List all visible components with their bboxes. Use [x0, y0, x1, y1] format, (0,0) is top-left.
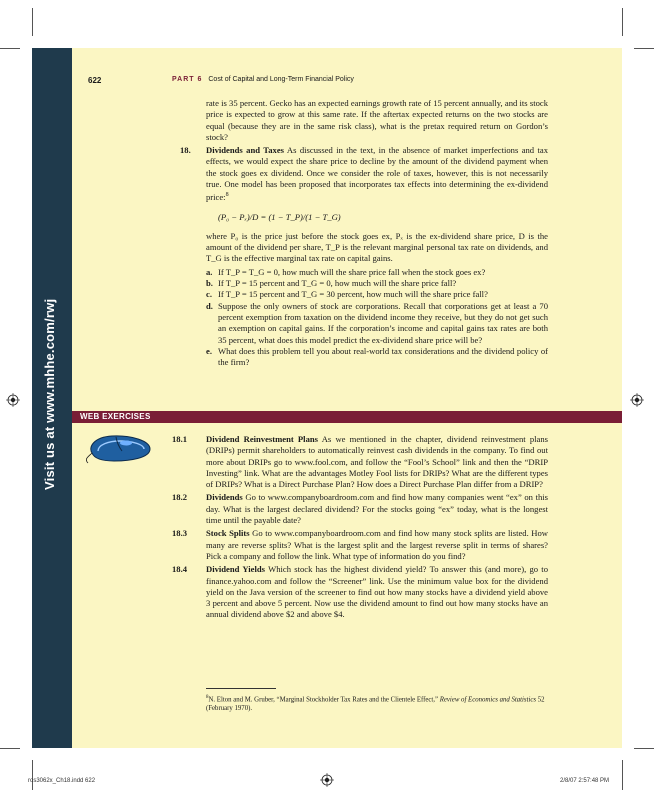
part-label: a.	[206, 266, 213, 277]
part-label: d.	[206, 300, 213, 311]
problem-title: Dividends and Taxes	[206, 145, 284, 156]
exercise-text: Which stock has the highest dividend yield? To answer this (and more), go to finance.yahoo.com and follow the “Screener” link. Use the minimum value box for the dividend yield on the Java version of the screener to find out how many stocks have a dividend yield above 3 percent and above 5 percent. Now use the dividend amount to find out how many stocks have an annual dividend above $2 and above $4.	[206, 564, 548, 620]
crop-mark	[634, 748, 654, 749]
exercise-title: Stock Splits	[206, 528, 250, 539]
footnote-mark: 8	[206, 695, 209, 700]
problem-part	[206, 267, 548, 278]
web-exercise-item	[172, 492, 548, 526]
exercise-text: As we mentioned in the chapter, dividend reinvestment plans (DRIPs) permit shareholders to automatically reinvest cash dividends in the company. To find out more about DRIPs go to www.fool.com, and follow the “Fool’s School” link and then the “DRIP Investing” link. What are the advantages Motley Fool lists for DRIPs? What are the different types of DRIPs? What is a Direct Purchase Plan? How does a Direct Purchase Plan differ from a DRIP?	[206, 434, 548, 490]
web-exercise-item	[172, 528, 548, 562]
sidebar-url-text: Visit us at www.mhhe.com/rwj	[42, 298, 57, 490]
web-exercises-band	[72, 411, 622, 423]
part-label: PART 6	[172, 76, 203, 83]
crop-mark	[32, 8, 33, 36]
footnote-text: N. Elton and M. Gruber, “Marginal Stockholder Tax Rates and the Clientele Effect,”	[208, 696, 439, 704]
footnote-journal: Review of Economics and Statistics	[439, 696, 537, 704]
part-title: Cost of Capital and Long-Term Financial Policy	[208, 76, 354, 83]
crop-mark	[32, 760, 33, 790]
registration-mark-icon	[320, 773, 334, 787]
problem-intro: As discussed in the text, in the absence of market imperfections and tax effects, we would expect the share price to decline by the amount of the dividend payment when the stock goes ex dividend. Once we consider the role of taxes, however, this is not necessarily true. One model has been proposed that incorporates tax effects into determining the ex-dividend price:	[206, 145, 549, 203]
exercise-number: 18.2	[172, 492, 188, 503]
problem-number: 18.	[180, 145, 191, 156]
exercise-text: Go to www.companyboardroom.com and find how many stock splits are listed. How many are reverse splits? What is the largest split and the largest reverse split in terms of shares? Pick a company and follow the link. What type of information do you find?	[206, 528, 548, 561]
slug-timestamp: 2/8/07 2:57:48 PM	[560, 778, 610, 784]
problem-part	[206, 278, 548, 289]
crop-mark	[634, 48, 654, 49]
page-number: 622	[88, 76, 102, 85]
ex-dividend-equation: (P₀ − Pₓ)/D = (1 − T_P)/(1 − T_G)	[218, 211, 341, 222]
exercise-number: 18.1	[172, 434, 188, 444]
slug-filename: ros3062x_Ch18.indd 622	[28, 778, 96, 784]
problem-18	[180, 145, 549, 368]
crop-mark	[622, 760, 623, 790]
registration-mark-icon	[630, 393, 644, 407]
footnote-rule	[206, 688, 276, 689]
web-exercises-heading: WEB EXERCISES	[80, 412, 151, 421]
problem-parts	[206, 267, 548, 369]
crop-mark	[0, 748, 20, 749]
exercise-title: Dividends	[206, 492, 243, 503]
part-text: If T_P = 15 percent and T_G = 0, how much will the share price fall?	[218, 278, 457, 289]
part-text: If T_P = T_G = 0, how much will the share price fall when the stock goes ex?	[218, 266, 486, 277]
footnote-reference: 8	[225, 192, 229, 199]
exercise-text: Go to www.companyboardroom.com and find how many companies went “ex” on this day. What is the largest declared dividend? For the stocks going “ex” today, what is the longest time until the payable date?	[206, 492, 548, 526]
registration-mark-icon	[6, 393, 20, 407]
web-exercise-item	[172, 434, 548, 490]
problem-part	[206, 289, 548, 300]
continuation-paragraph: rate is 35 percent. Gecko has an expected earnings growth rate of 15 percent annually, and its stock price is expected to grow at this same rate. If the aftertax expected returns on the two stocks are equal (because they are in the same risk class), what is the pretax required return on Gordon’s stock?	[206, 98, 548, 142]
part-text: Suppose the only owners of stock are corporations. Recall that corporations get at least a 70 percent exemption from taxation on the dividend income they receive, but they do not get such an exemption on capital gains. If the corporation’s income and capital gains tax rates are both 35 percent, what does this model predict the ex-dividend share price will be?	[218, 300, 548, 345]
running-head	[172, 76, 354, 83]
crop-mark	[622, 8, 623, 36]
problems-body	[180, 98, 549, 368]
web-exercises-list	[172, 434, 548, 623]
part-label: c.	[206, 289, 212, 300]
crop-mark	[0, 48, 20, 49]
exercise-title: Dividend Reinvestment Plans	[206, 434, 318, 444]
exercise-number: 18.4	[172, 564, 188, 575]
equation-definitions: where P₀ is the price just before the stock goes ex, Pₓ is the ex-dividend share price, D is the amount of the dividend per share, T_P is the relevant marginal personal tax rate on dividends, and T_G is the effective marginal tax rate on capital gains.	[206, 230, 548, 264]
footnote	[206, 690, 548, 713]
computer-mouse-icon	[86, 431, 156, 465]
exercise-title: Dividend Yields	[206, 564, 265, 575]
part-label: e.	[206, 345, 212, 356]
part-text: What does this problem tell you about real-world tax considerations and the dividend policy of the firm?	[218, 345, 548, 368]
part-label: b.	[206, 278, 213, 289]
part-text: If T_P = 15 percent and T_G = 30 percent, how much will the share price fall?	[218, 289, 488, 300]
problem-part	[206, 301, 548, 346]
exercise-number: 18.3	[172, 528, 188, 539]
web-exercise-item	[172, 564, 548, 620]
footnote-rest: 52 (February 1970).	[206, 696, 545, 713]
problem-part	[206, 346, 548, 369]
